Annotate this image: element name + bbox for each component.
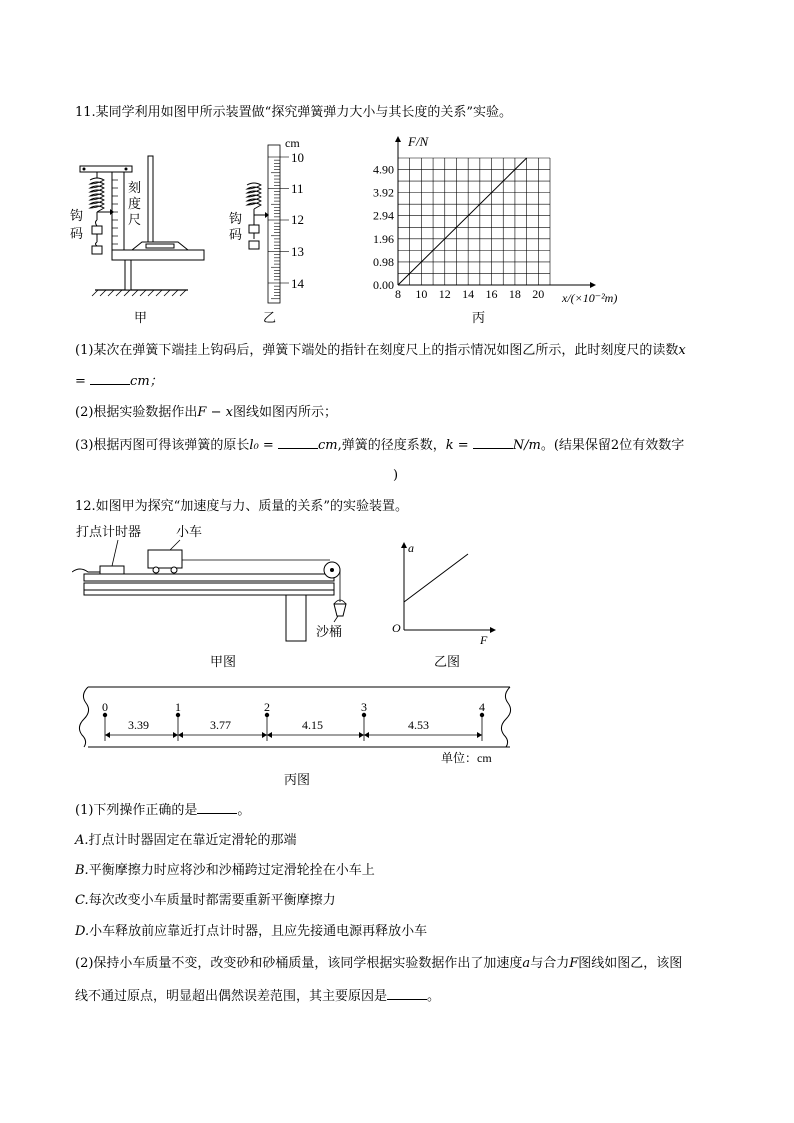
chart-y-tick-2: 1.96 <box>373 231 394 246</box>
weight-label-yi-2: 码 <box>229 227 243 242</box>
weight-label-yi-1: 钩 <box>229 211 243 226</box>
q12-option-c[interactable]: C.每次改变小车质量时都需要重新平衡摩擦力 <box>75 893 336 908</box>
weight-label-1: 钩 <box>70 208 84 223</box>
ruler-unit: cm <box>285 136 300 150</box>
chart-xlabel: x/(×10⁻²m) <box>562 291 618 305</box>
chart-y-tick-5: 4.90 <box>373 162 394 177</box>
ruler-tick-12: 12 <box>291 212 304 227</box>
chart-x-tick-8: 8 <box>395 287 401 301</box>
chart-x-tick-14: 14 <box>462 287 475 301</box>
tape-point-0: 0 <box>102 700 108 714</box>
label-timer: 打点计时器 <box>76 524 142 539</box>
chart-x-tick-10: 10 <box>415 287 428 301</box>
ruler-label-2: 度 <box>128 196 142 211</box>
ruler-tick-11: 11 <box>291 181 304 196</box>
tape-segment-3: 4.15 <box>302 718 323 732</box>
ruler-tick-14: 14 <box>291 276 304 291</box>
tape-arrow <box>173 732 178 738</box>
chart-y-tick-3: 2.94 <box>373 208 394 223</box>
q11-figure-jia <box>70 150 215 330</box>
tape-arrow <box>105 732 110 738</box>
q12-part1: (1)下列操作正确的是 。 <box>75 803 251 818</box>
ruler-label-3: 尺 <box>128 212 142 227</box>
q11-figure-bing-chart <box>360 130 650 330</box>
q12-figure-jia <box>72 520 362 675</box>
weight-label-2: 码 <box>70 226 84 241</box>
q11-caption-bing: 丙 <box>472 310 486 325</box>
q12-option-d[interactable]: D.小车释放前应靠近打点计时器，且应先接通电源再释放小车 <box>75 924 428 939</box>
q12-stem: 12.如图甲为探究“加速度与力、质量的关系”的实验装置。 <box>75 499 408 514</box>
ruler-tick-10: 10 <box>291 150 304 165</box>
q11-part2: (2)根据实验数据作出F − x图线如图丙所示； <box>75 405 337 420</box>
tape-point-3: 3 <box>361 700 367 714</box>
q12-part2-line1: (2)保持小车质量不变，改变砂和砂桶质量，该同学根据实验数据作出了加速度a与合力F图线如图乙，该图 <box>75 956 683 971</box>
chart-y-tick-1: 0.98 <box>373 254 394 269</box>
tape-arrow <box>262 732 267 738</box>
q11-blank-k[interactable] <box>473 436 513 449</box>
tape-point-4: 4 <box>479 700 485 714</box>
tape-arrow <box>359 732 364 738</box>
q11-part3: (3)根据丙图可得该弹簧的原长l₀ = cm,弹簧的径度系数，k = N/m。(结果保留2位有效数字 <box>75 438 685 453</box>
ruler-label-1: 刻 <box>128 180 142 195</box>
chart-x-tick-12: 12 <box>438 287 451 301</box>
yi-a-label: a <box>408 541 414 555</box>
q11-blank-l0[interactable] <box>278 436 318 449</box>
label-bucket: 沙桶 <box>316 624 343 639</box>
chart-y-arrow <box>395 136 401 142</box>
q12-part2-line2: 线不通过原点，明显超出偶然误差范围，其主要原因是 。 <box>75 989 441 1004</box>
tape-point-2: 2 <box>264 700 270 714</box>
q12-option-a[interactable]: A.打点计时器固定在靠近定滑轮的那端 <box>75 833 297 848</box>
q12-figure-bing <box>68 685 528 790</box>
tape-unit: 单位：cm <box>441 751 492 765</box>
q11-figure-yi <box>225 135 325 330</box>
chart-x-tick-16: 16 <box>485 287 498 301</box>
chart-ylabel: F/N <box>408 134 429 149</box>
yi-f-label: F <box>480 633 488 647</box>
q12-blank-1[interactable] <box>197 801 237 814</box>
q11-caption-yi: 乙 <box>263 310 277 325</box>
tape-segment-1: 3.39 <box>128 718 149 732</box>
ruler-tick-13: 13 <box>291 244 304 259</box>
tape-point-1: 1 <box>175 700 181 714</box>
tape-segment-4: 4.53 <box>408 718 429 732</box>
chart-y-tick-0: 0.00 <box>373 278 394 292</box>
q12-caption-jia: 甲图 <box>210 654 237 669</box>
label-cart: 小车 <box>176 524 203 539</box>
q11-part1-line1: (1)某次在弹簧下端挂上钩码后，弹簧下端处的指针在刻度尺上的指示情况如图乙所示，此时刻度尺的读数x <box>75 343 686 358</box>
q11-caption-jia: 甲 <box>134 310 148 325</box>
chart-x-tick-20: 20 <box>532 287 545 301</box>
q11-stem: 11.某同学利用如图甲所示装置做“探究弹簧弹力大小与其长度的关系”实验。 <box>75 105 512 120</box>
tape-arrow <box>178 732 183 738</box>
tape-arrow <box>477 732 482 738</box>
q12-figure-yi <box>390 540 500 675</box>
yi-o-label: O <box>392 621 401 635</box>
chart-x-tick-18: 18 <box>508 287 521 301</box>
tape-arrow <box>267 732 272 738</box>
chart-series-line <box>398 158 527 285</box>
q11-blank-x[interactable] <box>90 372 130 385</box>
q12-blank-2[interactable] <box>387 987 427 1000</box>
q12-caption-yi: 乙图 <box>434 654 461 669</box>
q11-part1-line2: = cm； <box>75 374 163 389</box>
chart-x-arrow <box>590 282 596 288</box>
chart-y-tick-4: 3.92 <box>373 185 394 200</box>
q12-caption-bing: 丙图 <box>284 772 311 787</box>
tape-arrow <box>364 732 369 738</box>
q11-part3-close: ) <box>393 468 399 483</box>
tape-segment-2: 3.77 <box>210 718 231 732</box>
q12-option-b[interactable]: B.平衡摩擦力时应将沙和沙桶跨过定滑轮拴在小车上 <box>75 863 375 878</box>
